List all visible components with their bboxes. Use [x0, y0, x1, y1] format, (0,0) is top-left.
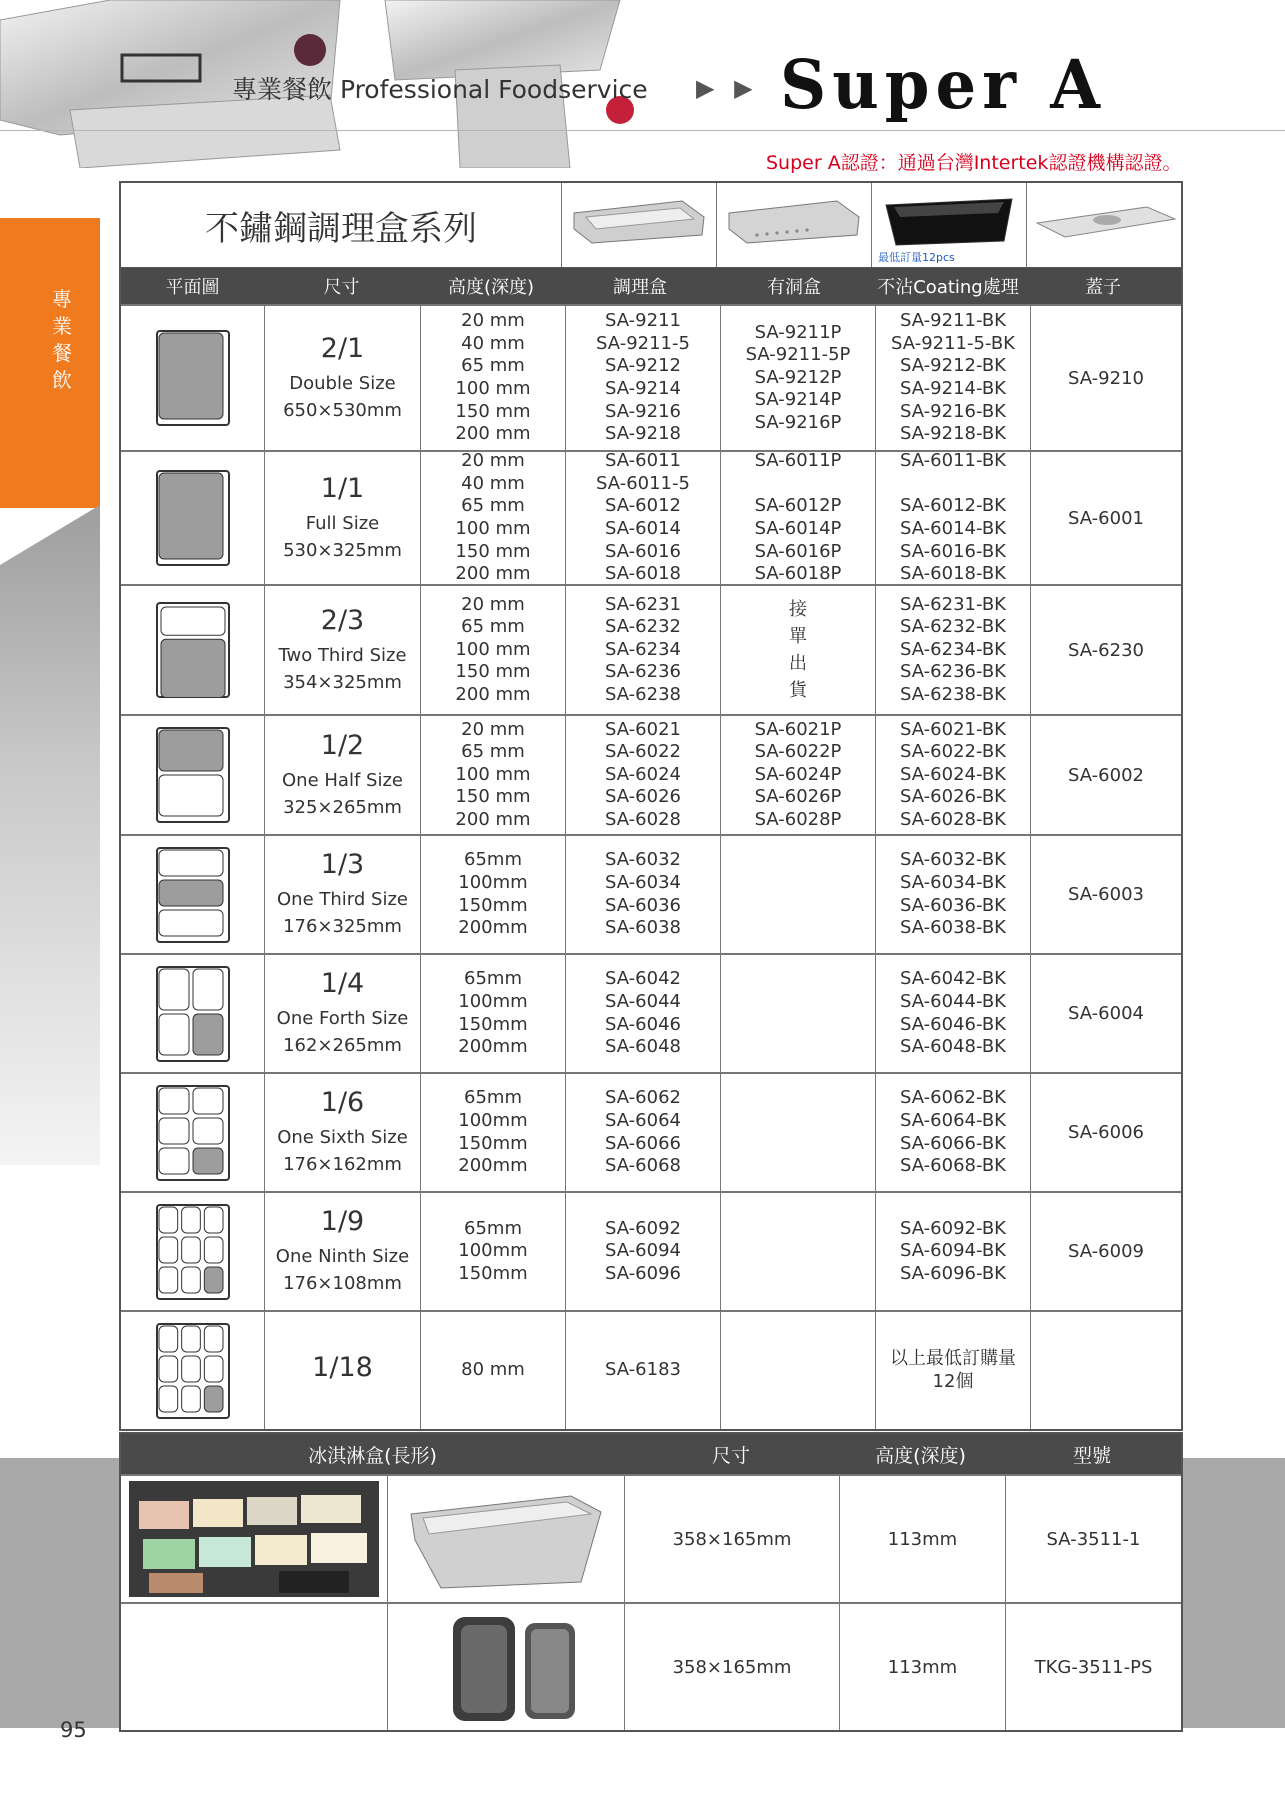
height-list: 80 mm [461, 1359, 525, 1381]
ice-coated-pan-photo [388, 1604, 625, 1730]
size-name: One Sixth Size [277, 1127, 408, 1148]
product-photo-coated [872, 183, 1027, 267]
plan-diagram [121, 1312, 265, 1429]
page-number: 95 [60, 1718, 87, 1742]
pan-codes: SA-6042 SA-6044 SA-6046 SA-6048 [605, 968, 681, 1058]
plan-diagram [121, 306, 265, 450]
ice-header-height: 高度(深度) [875, 1444, 966, 1467]
pan-codes: SA-6183 [605, 1359, 681, 1381]
ice-pan-photo [388, 1476, 625, 1602]
size-dimensions: 530×325mm [283, 539, 402, 561]
table-row [121, 714, 1181, 834]
size-dimensions: 176×108mm [283, 1273, 402, 1294]
perforated-codes: SA-6011P SA-6012P SA-6014P SA-6016P SA-6018P [754, 450, 842, 585]
side-tab-label: 專業餐飲 [52, 287, 72, 392]
ice-header-model: 型號 [1072, 1444, 1111, 1467]
table-row [121, 450, 1181, 584]
size-dimensions: 162×265mm [283, 1035, 402, 1056]
table-body [121, 304, 1181, 1429]
height-list: 65mm 100mm 150mm 200mm [458, 849, 528, 939]
plan-diagram [121, 955, 265, 1072]
coating-codes: SA-6011-BK SA-6012-BK SA-6014-BK SA-6016-BK SA-6018-BK [900, 450, 1006, 585]
coating-codes: SA-6021-BK SA-6022-BK SA-6024-BK SA-6026-BK SA-6028-BK [900, 718, 1006, 830]
plan-diagram [121, 586, 265, 714]
header-rule [0, 130, 1285, 131]
col-header-plan: 平面圖 [165, 277, 220, 298]
product-photo-lid [1027, 183, 1181, 267]
size-fraction: 1/4 [320, 968, 365, 999]
ice-header-product: 冰淇淋盒(長形) [308, 1444, 437, 1467]
size-name: Two Third Size [278, 644, 407, 666]
table-row [121, 953, 1181, 1072]
header-tagline: 專業餐飲 Professional Foodservice [232, 75, 648, 104]
height-list: 20 mm 40 mm 65 mm 100 mm 150 mm 200 mm [455, 450, 531, 585]
coating-codes: SA-6092-BK SA-6094-BK SA-6096-BK [900, 1217, 1006, 1284]
table-title: 不鏽鋼調理盒系列 [121, 183, 562, 267]
pan-codes: SA-9211 SA-9211-5 SA-9212 SA-9214 SA-9216 SA-9218 [596, 310, 690, 445]
col-header-pan: 調理盒 [613, 277, 667, 298]
size-fraction: 1/18 [312, 1352, 373, 1383]
perforated-codes: SA-6021P SA-6022P SA-6024P SA-6026P SA-6028P [754, 718, 842, 830]
pan-table [119, 181, 1183, 1431]
table-title-row [121, 183, 1181, 268]
size-name: Full Size [305, 512, 380, 534]
col-header-perforated: 有洞盒 [767, 277, 821, 298]
table-row [121, 304, 1181, 450]
ice-height: 113mm [840, 1604, 1006, 1730]
size-fraction: 1/3 [320, 849, 365, 880]
lid-code: SA-6230 [1068, 639, 1144, 661]
col-header-size: 尺寸 [323, 277, 360, 298]
lid-code: SA-6006 [1068, 1122, 1144, 1143]
coating-codes: 以上最低訂購量 12個 [890, 1347, 1016, 1392]
plan-diagram [121, 716, 265, 834]
size-name: One Forth Size [276, 1008, 409, 1029]
size-fraction: 2/3 [320, 604, 365, 636]
size-cell [265, 1074, 421, 1191]
size-dimensions: 354×325mm [283, 671, 402, 693]
side-band-left [0, 1458, 122, 1728]
size-cell [265, 452, 421, 584]
table-row [121, 1310, 1181, 1429]
ice-cream-table [119, 1432, 1183, 1732]
size-dimensions: 176×162mm [283, 1154, 402, 1175]
table-row [121, 834, 1181, 953]
col-header-coating: 不沾Coating處理 [877, 277, 1019, 298]
col-header-lid: 蓋子 [1085, 277, 1121, 298]
table-row [121, 584, 1181, 714]
pan-codes: SA-6032 SA-6034 SA-6036 SA-6038 [605, 849, 681, 939]
size-dimensions: 650×530mm [283, 399, 402, 421]
brand-logo: Super A [780, 46, 1106, 125]
ice-model: TKG-3511-PS [1034, 1656, 1153, 1678]
col-header-height: 高度(深度) [447, 277, 535, 298]
size-cell [265, 955, 421, 1072]
size-fraction: 1/9 [320, 1206, 365, 1237]
table-row [121, 1602, 1181, 1730]
plan-diagram [121, 1074, 265, 1191]
pan-codes: SA-6021 SA-6022 SA-6024 SA-6026 SA-6028 [605, 718, 681, 830]
coating-codes: SA-9211-BK SA-9211-5-BK SA-9212-BK SA-9214-BK SA-9216-BK SA-9218-BK [891, 310, 1015, 445]
pan-codes: SA-6011 SA-6011-5 SA-6012 SA-6014 SA-6016 SA-6018 [596, 450, 690, 585]
ice-column-headers [121, 1434, 1181, 1474]
size-cell [265, 836, 421, 953]
pan-codes: SA-6092 SA-6094 SA-6096 [605, 1217, 681, 1284]
product-photo-perforated [717, 183, 872, 267]
table-row [121, 1474, 1181, 1602]
size-dimensions: 176×325mm [283, 916, 402, 937]
size-cell [265, 586, 421, 714]
size-name: One Half Size [282, 769, 403, 791]
lid-code: SA-6004 [1068, 1003, 1144, 1024]
height-list: 20 mm 65 mm 100 mm 150 mm 200 mm [455, 593, 531, 705]
ice-size: 358×165mm [625, 1476, 840, 1602]
lid-code: SA-9210 [1068, 367, 1144, 389]
pan-codes: SA-6231 SA-6232 SA-6234 SA-6236 SA-6238 [605, 593, 681, 705]
perforated-codes: SA-9211P SA-9211-5P SA-9212P SA-9214P SA-9216P [745, 321, 851, 433]
table-row [121, 1072, 1181, 1191]
size-fraction: 1/6 [320, 1087, 365, 1118]
size-fraction: 2/1 [320, 332, 365, 364]
ice-empty-cell [121, 1604, 388, 1730]
ice-height: 113mm [840, 1476, 1006, 1602]
height-list: 20 mm 40 mm 65 mm 100 mm 150 mm 200 mm [455, 310, 531, 445]
size-fraction: 1/1 [320, 472, 365, 504]
side-band-right [1180, 1458, 1285, 1728]
plan-diagram [121, 452, 265, 584]
lid-code: SA-6002 [1068, 764, 1144, 786]
column-headers [121, 268, 1181, 304]
coating-codes: SA-6062-BK SA-6064-BK SA-6066-BK SA-6068-BK [900, 1087, 1006, 1177]
pan-codes: SA-6062 SA-6064 SA-6066 SA-6068 [605, 1087, 681, 1177]
plan-diagram [121, 836, 265, 953]
made-to-order-note: 接 單 出 貨 [789, 599, 807, 701]
height-list: 65mm 100mm 150mm 200mm [458, 1087, 528, 1177]
coating-codes: SA-6231-BK SA-6232-BK SA-6234-BK SA-6236-BK SA-6238-BK [900, 593, 1006, 705]
size-cell [265, 1312, 421, 1429]
height-list: 65mm 100mm 150mm [458, 1217, 528, 1284]
height-list: 20 mm 65 mm 100 mm 150 mm 200 mm [455, 718, 531, 830]
size-dimensions: 325×265mm [283, 796, 402, 818]
size-fraction: 1/2 [320, 729, 365, 761]
size-cell [265, 1193, 421, 1310]
min-order-note: 最低訂量12pcs [878, 251, 955, 264]
plan-diagram [121, 1193, 265, 1310]
table-row [121, 1191, 1181, 1310]
coating-codes: SA-6042-BK SA-6044-BK SA-6046-BK SA-6048-BK [900, 968, 1006, 1058]
size-name: One Ninth Size [275, 1246, 410, 1267]
size-name: One Third Size [277, 889, 408, 910]
ice-header-size: 尺寸 [711, 1444, 750, 1467]
lid-code: SA-6003 [1068, 884, 1144, 905]
size-name: Double Size [289, 372, 396, 394]
ice-display-photo [121, 1476, 388, 1602]
side-gradient [0, 505, 100, 1165]
lid-code: SA-6009 [1068, 1241, 1144, 1262]
size-cell [265, 306, 421, 450]
size-cell [265, 716, 421, 834]
ice-size: 358×165mm [625, 1604, 840, 1730]
header-arrows: ▶ ▶ [696, 74, 759, 102]
certification-note: Super A認證：通過台灣Intertek認證機構認證。 [766, 152, 1182, 174]
ice-model: SA-3511-1 [1046, 1528, 1141, 1550]
lid-code: SA-6001 [1068, 507, 1144, 529]
product-photo-pan [562, 183, 717, 267]
height-list: 65mm 100mm 150mm 200mm [458, 968, 528, 1058]
coating-codes: SA-6032-BK SA-6034-BK SA-6036-BK SA-6038-BK [900, 849, 1006, 939]
